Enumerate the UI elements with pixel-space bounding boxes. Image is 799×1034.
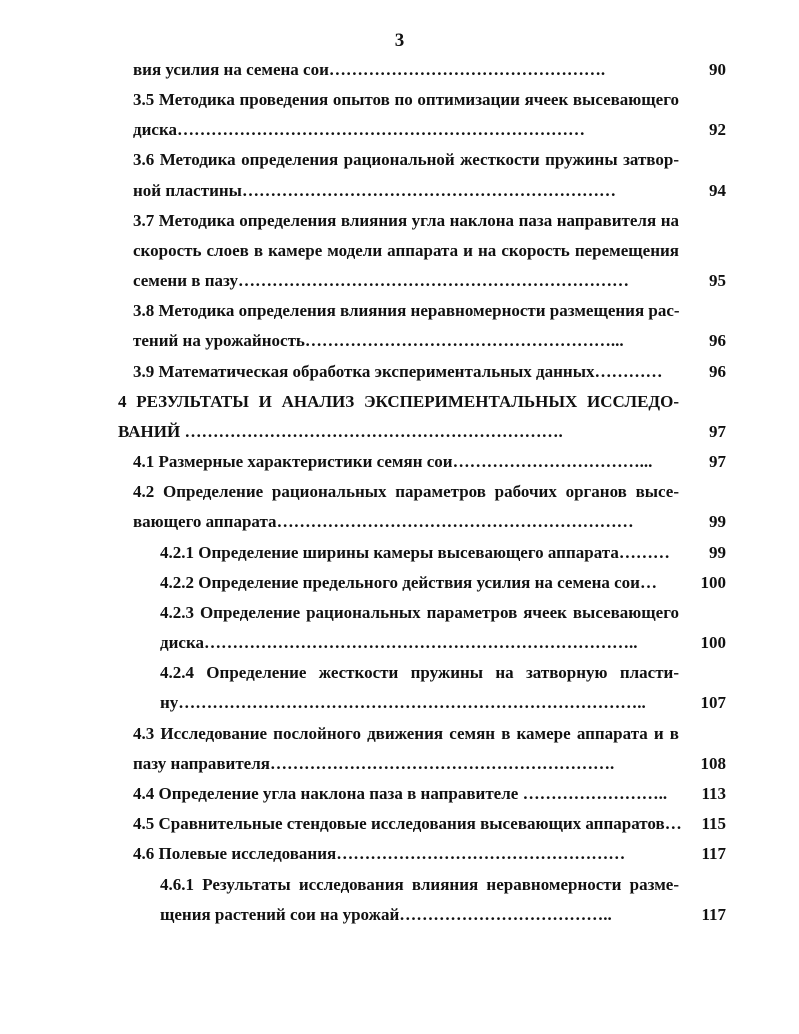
toc-entry-text [118, 422, 563, 442]
toc-entry-line: 4.2 Определение рациональных параметров рабочих органов высе- [133, 482, 679, 501]
toc-page-number: 97 [709, 452, 726, 471]
toc-page-number: 107 [700, 693, 726, 712]
toc-entry-title: вия усилия на семена сои [133, 60, 329, 79]
toc-leader-dots: …………………………………………. [328, 60, 606, 79]
toc-entry-text [160, 693, 646, 713]
toc-page-number: 100 [700, 633, 726, 652]
toc-leader-dots: …………………………………………… [336, 844, 626, 863]
toc-page-number: 94 [709, 181, 726, 200]
toc-entry-title: 4.1 Размерные характеристики семян сои [133, 452, 453, 471]
toc-page-number: 99 [709, 543, 726, 562]
toc-entry-line: 4.6.1 Результаты исследования влияния неравномерности разме- [160, 875, 679, 894]
toc-page-number: 115 [701, 814, 726, 833]
toc-leader-dots: … [639, 573, 657, 592]
toc-entry-line: 3.6 Методика определения рациональной жесткости пружины затвор- [133, 150, 679, 169]
toc-entry-title: 4.2.2 Определение предельного действия усилия на семена сои [160, 573, 640, 592]
toc-page-number: 117 [701, 905, 726, 924]
toc-entry-text [133, 784, 667, 804]
toc-leader-dots: ……………………………………………………………… [176, 120, 585, 139]
toc-entry-title: диска [160, 633, 204, 652]
toc-leader-dots: ……………………………………………………. [269, 754, 615, 773]
toc-entry-text [133, 814, 682, 834]
toc-entry-title: ВАНИЙ [118, 422, 181, 441]
toc-page-number: 96 [709, 331, 726, 350]
toc-entry-title: 4.5 Сравнительные стендовые исследования высевающих аппаратов [133, 814, 665, 833]
toc-entry-title: ну [160, 693, 179, 712]
toc-leader-dots: ………………………………………………………… [241, 181, 616, 200]
toc-page-number: 99 [709, 512, 726, 531]
toc-entry-text [133, 60, 605, 80]
toc-entry-text [133, 844, 625, 864]
toc-leader-dots: ………………………………………………………………….. [203, 633, 638, 652]
toc-entry-text [133, 271, 629, 291]
toc-page-number: 100 [700, 573, 726, 592]
toc-entry-title: 3.9 Математическая обработка экспериментальных данных [133, 362, 595, 381]
toc-leader-dots: ……………………………….. [399, 905, 612, 924]
toc-page-number: 117 [701, 844, 726, 863]
toc-entry-title: щения растений сои на урожай [160, 905, 400, 924]
toc-page-number: 92 [709, 120, 726, 139]
toc-entry-title: вающего аппарата [133, 512, 277, 531]
toc-chapter-line: 4 РЕЗУЛЬТАТЫ И АНАЛИЗ ЭКСПЕРИМЕНТАЛЬНЫХ ИССЛЕДО- [118, 392, 679, 411]
toc-entry-line: 3.5 Методика проведения опытов по оптимизации ячеек высевающего [133, 90, 679, 109]
toc-page-number: 95 [709, 271, 726, 290]
toc-leader-dots: … [664, 814, 682, 833]
toc-page-number: 90 [709, 60, 726, 79]
toc-entry-line: 3.8 Методика определения влияния неравномерности размещения рас- [133, 301, 680, 320]
toc-entry-title: семени в пазу [133, 271, 238, 290]
toc-entry-text [133, 181, 616, 201]
toc-leader-dots: ……………………………………………………………………….. [178, 693, 646, 712]
toc-page-number: 97 [709, 422, 726, 441]
toc-entry-title: ной пластины [133, 181, 242, 200]
toc-entry-line: 3.7 Методика определения влияния угла наклона паза направителя на [133, 211, 679, 230]
toc-entry-text [133, 452, 652, 472]
toc-entry-line: скорость слоев в камере модели аппарата и на скорость перемещения [133, 241, 679, 260]
toc-entry-text [133, 120, 585, 140]
toc-entry-text [160, 543, 670, 563]
toc-entry-line: 4.2.4 Определение жесткости пружины на затворную пласти- [160, 663, 679, 682]
toc-entry-text [160, 905, 612, 925]
toc-leader-dots: ………… [594, 362, 663, 381]
toc-leader-dots: …………………………………………………………… [237, 271, 629, 290]
toc-entry-text [160, 573, 657, 593]
toc-entry-text [133, 362, 662, 382]
toc-page-number: 108 [700, 754, 726, 773]
toc-entry-text [160, 633, 637, 653]
toc-entry-title: тений на урожайность [133, 331, 305, 350]
toc-entry-title: 4.4 Определение угла наклона паза в направителе [133, 784, 519, 803]
toc-entry-title: 4.6 Полевые исследования [133, 844, 337, 863]
toc-entry-title: 4.2.1 Определение ширины камеры высевающего аппарата [160, 543, 619, 562]
toc-page-number: 113 [701, 784, 726, 803]
toc-leader-dots: ……………………………... [452, 452, 653, 471]
page-number: 3 [394, 30, 405, 51]
toc-leader-dots: ……… [618, 543, 670, 562]
toc-leader-dots: ……………………………………………………… [276, 512, 634, 531]
toc-entry-title: диска [133, 120, 177, 139]
toc-entry-line: 4.3 Исследование послойного движения семян в камере аппарата и в [133, 724, 679, 743]
toc-entry-text [133, 331, 624, 351]
toc-leader-dots: …………………………………………………………. [184, 422, 563, 441]
toc-entry-text [133, 512, 634, 532]
toc-leader-dots: …………………….. [522, 784, 668, 803]
toc-leader-dots: ………………………………………………... [304, 331, 624, 350]
toc-entry-line: 4.2.3 Определение рациональных параметров ячеек высевающего [160, 603, 679, 622]
toc-entry-title: пазу направителя [133, 754, 270, 773]
toc-entry-text [133, 754, 614, 774]
toc-page-number: 96 [709, 362, 726, 381]
